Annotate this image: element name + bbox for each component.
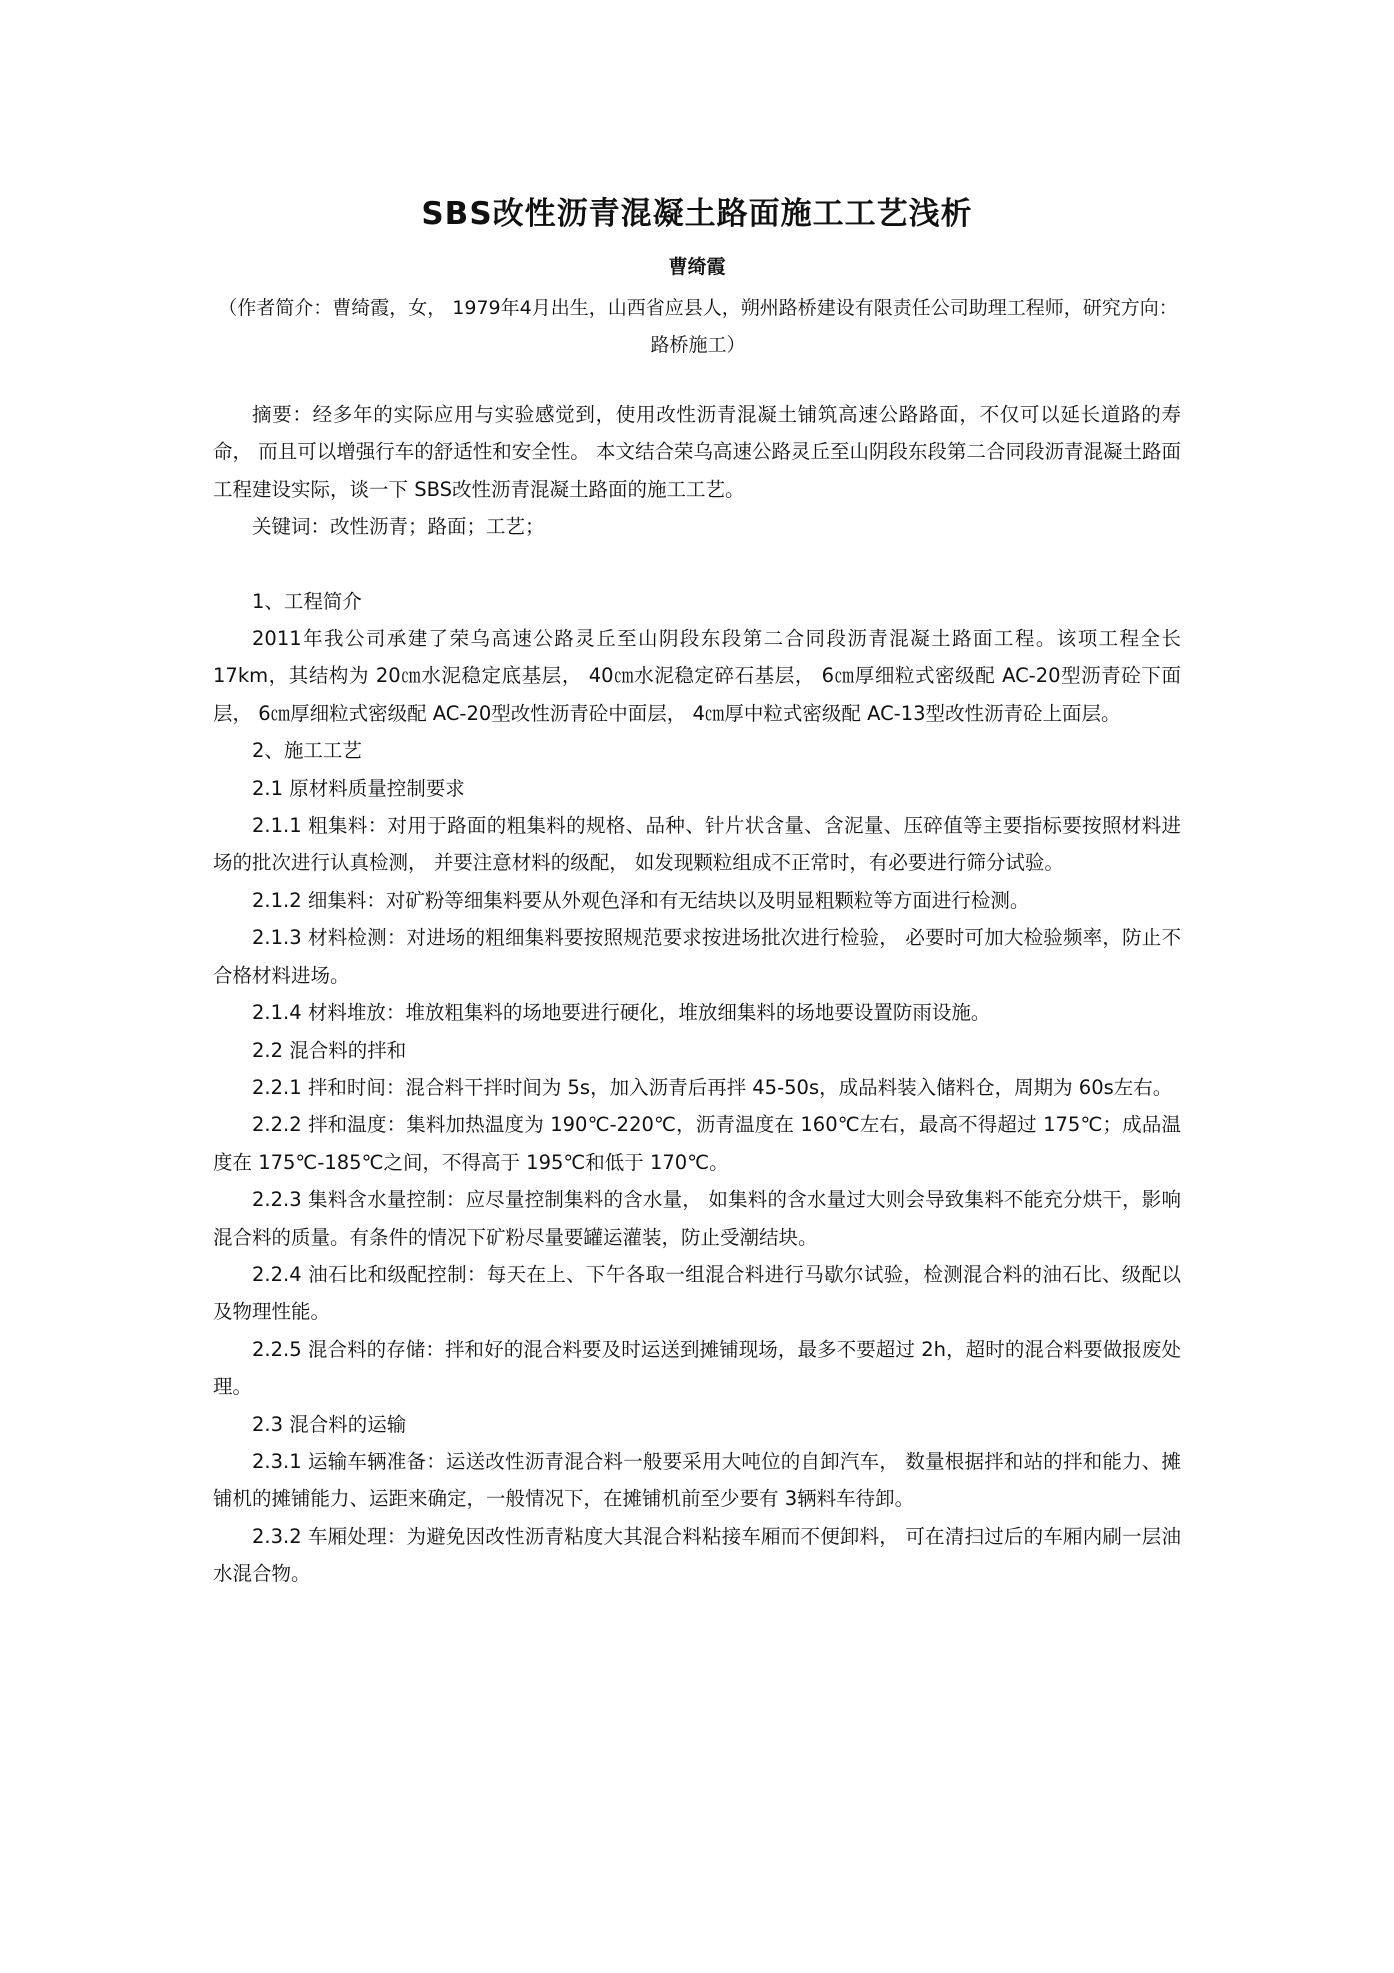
paragraph-2-1-2: 2.1.2 细集料：对矿粉等细集料要从外观色泽和有无结块以及明显粗颗粒等方面进行检测。: [252, 888, 1030, 912]
section-2-heading: 2、施工工艺: [252, 739, 362, 763]
author-bio: （作者简介：曹绮霞，女， 1979年4月出生，山西省应县人，朔州路桥建设有限责任公司助理工程师，研究方向：路桥施工）: [218, 297, 1178, 356]
document-body: [213, 396, 1181, 1593]
section-1-paragraph: 2011年我公司承建了荣乌高速公路灵丘至山阴段东段第二合同段沥青混凝土路面工程。该项工程全长 17km，其结构为 20㎝水泥稳定底基层， 40㎝水泥稳定碎石基层， 6㎝厚细粒式密级配 AC-20型沥青砼下面层， 6㎝厚细粒式密级配 AC-20型改性沥青砼中面层， 4㎝厚中粒式密级配 AC-13型改性沥青砼上面层。: [213, 627, 1181, 725]
paragraph-2-3-2: 2.3.2 车厢处理：为避免因改性沥青粘度大其混合料粘接车厢而不便卸料， 可在清扫过后的车厢内刷一层油水混合物。: [213, 1524, 1181, 1586]
paragraph-2-2-1: 2.2.1 拌和时间：混合料干拌时间为 5s，加入沥青后再拌 45-50s，成品料装入储料仓，周期为 60s左右。: [252, 1075, 1173, 1099]
paragraph-2-2-5: 2.2.5 混合料的存储：拌和好的混合料要及时运送到摊铺现场，最多不要超过 2h，超时的混合料要做报废处理。: [213, 1337, 1181, 1399]
section-2-3-heading: 2.3 混合料的运输: [252, 1412, 407, 1436]
page-title: SBS改性沥青混凝土路面施工工艺浅析: [421, 196, 973, 232]
paragraph-2-3-1: 2.3.1 运输车辆准备：运送改性沥青混合料一般要采用大吨位的自卸汽车， 数量根据拌和站的拌和能力、摊铺机的摊铺能力、运距来确定，一般情况下，在摊铺机前至少要有 3辆料车待卸。: [213, 1449, 1181, 1511]
paragraph-2-2-2: 2.2.2 拌和温度：集料加热温度为 190℃-220℃，沥青温度在 160℃左右，最高不得超过 175℃；成品温度在 175℃-185℃之间，不得高于 195℃和低于 170℃。: [213, 1113, 1181, 1174]
section-2-2-heading: 2.2 混合料的拌和: [252, 1038, 407, 1062]
paragraph-2-2-4: 2.2.4 油石比和级配控制：每天在上、下午各取一组混合料进行马歇尔试验，检测混合料的油石比、级配以及物理性能。: [213, 1262, 1181, 1324]
author-name: 曹绮霞: [668, 256, 726, 278]
section-1-heading: 1、工程简介: [252, 589, 362, 613]
section-2-1-heading: 2.1 原材料质量控制要求: [252, 776, 465, 800]
abstract-paragraph: 摘要：经多年的实际应用与实验感觉到，使用改性沥青混凝土铺筑高速公路路面，不仅可以延长道路的寿命， 而且可以增强行车的舒适性和安全性。 本文结合荣乌高速公路灵丘至山阴段东段第二合同段沥青混凝土路面工程建设实际，谈一下 SBS改性沥青混凝土路面的施工工艺。: [213, 403, 1181, 501]
paragraph-2-1-1: 2.1.1 粗集料：对用于路面的粗集料的规格、品种、针片状含量、含泥量、压碎值等主要指标要按照材料进场的批次进行认真检测， 并要注意材料的级配， 如发现颗粒组成不正常时，有必要进行筛分试验。: [213, 814, 1181, 875]
spacer: [213, 546, 1181, 583]
paragraph-2-2-3: 2.2.3 集料含水量控制：应尽量控制集料的含水量， 如集料的含水量过大则会导致集料不能充分烘干，影响混合料的质量。有条件的情况下矿粉尽量要罐运灌装，防止受潮结块。: [213, 1188, 1181, 1249]
keywords-line: 关键词：改性沥青；路面；工艺；: [252, 515, 545, 539]
paragraph-2-1-3: 2.1.3 材料检测：对进场的粗细集料要按照规范要求按进场批次进行检验， 必要时可加大检验频率，防止不合格材料进场。: [213, 926, 1181, 987]
paragraph-2-1-4: 2.1.4 材料堆放：堆放粗集料的场地要进行硬化，堆放细集料的场地要设置防雨设施。: [252, 1001, 991, 1025]
